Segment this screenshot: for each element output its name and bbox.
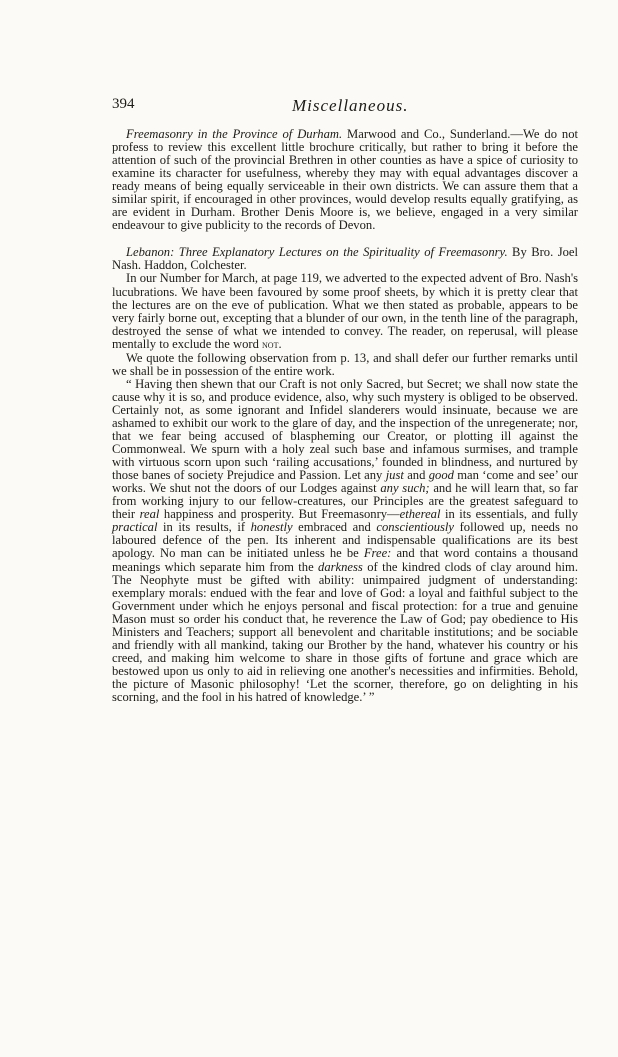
review-durham-title: Freemasonry in the Province of Durham. xyxy=(126,127,343,141)
small-caps-word: not xyxy=(262,338,279,351)
paragraph: We quote the following observation from p. 13, and shall defer our further remarks until we shall be in possession of the entire work. xyxy=(112,350,578,378)
review-durham xyxy=(112,128,578,232)
body-text xyxy=(112,128,578,704)
review-lebanon-heading xyxy=(112,246,578,272)
quotation: “ Having then shewn that our Craft is not only Sacred, but Secret; we shall now state the cause why it is so, and produce evidence, also, why such mystery is obliged to be observed. Certainly not, as some ignorant and Infidel slanderers would insinuate, because we are ashamed to exhibit our work to the glare of day, and the inspection of the unregenerate; nor, that we fear being accused of blaspheming our Creator, or plotting ill against the Commonweal. We spurn with a holy zeal such base and infamous surmises, and trample with virtuous scorn upon such ‘railing accusations,’ founded in blindness, and nurtured by those banes of society Prejudice and Passion. Let any just and good man ‘come and see’ our works. We shut not the doors of our Lodges against any such; and he will learn that, so far from working injury to our fellow-creatures, our Principles are the greatest safeguard to their real happiness and prosperity. But Freemasonry—ethereal in its essentials, and fully practical in its results, if honestly embraced and conscientiously followed up, needs no laboured defence of the pen. Its inherent and indispensable qualifications are its best apology. No man can be initiated unless he be Free: and that word contains a thousand meanings which separate him from the darkness of the kindred clods of clay around him. The Neophyte must be gifted with ability: unimpaired judgment of understanding: exemplary morals: endued with the fear and love of God: a loyal and faithful subject to the Government under which he enjoys personal and fiscal protection: for a true and genuine Mason must so order his conduct that, he reverence the Law of God; pay obedience to His Ministers and Teachers; support all benevolent and charitable institutions; and be sociable and friendly with all mankind, taking our Brother by the hand, whatever his country or his creed, and making him welcome to share in those gifts of fortune and grace which are bestowed upon us only to aid in relieving one another's necessities and infirmities. Behold, the picture of Masonic philosophy! ‘Let the scorner, therefore, go on delighting in his scorning, and the fool in his hatred of knowledge.’ ” xyxy=(112,376,579,704)
page-number: 394 xyxy=(112,96,135,112)
review-lebanon-title: Lebanon: Three Explanatory Lectures on the Spirituality of Freemasonry. xyxy=(126,245,508,260)
review-lebanon-byline: By Bro. Joel Nash. Haddon, Colchester. xyxy=(112,245,578,273)
review-durham-text: Marwood and Co., Sunderland.—We do not profess to review this excellent little brochure critically, but rather to bring it before the attention of such of the provincial Brethren in other counties as have a spice of curiosity to examine its character for usefulness, whereby they may with equal advantages discover a ready means of being equally serviceable in their own districts. We can assure them that a similar spirit, if encouraged in other provinces, would develop results equally gratifying, as are evident in Durham. Brother Denis Moore is, we believe, engaged in a very similar endeavour to give publicity to the records of Devon. xyxy=(112,127,579,233)
running-head: Miscellaneous. xyxy=(292,96,409,115)
page-header xyxy=(112,96,578,118)
paragraph: In our Number for March, at page 119, we adverted to the expected advent of Bro. Nash's lucubrations. We have been favoured by some proof sheets, by which it is pretty clear that the lectures are on the eve of publication. What we then stated as probable, appears to be very fairly borne out, excepting that a blunder of our own, in the tenth line of the paragraph, destroyed the sense of what we intended to convey. The reader, on reperusal, will please mentally to exclude the word not. xyxy=(112,271,578,351)
